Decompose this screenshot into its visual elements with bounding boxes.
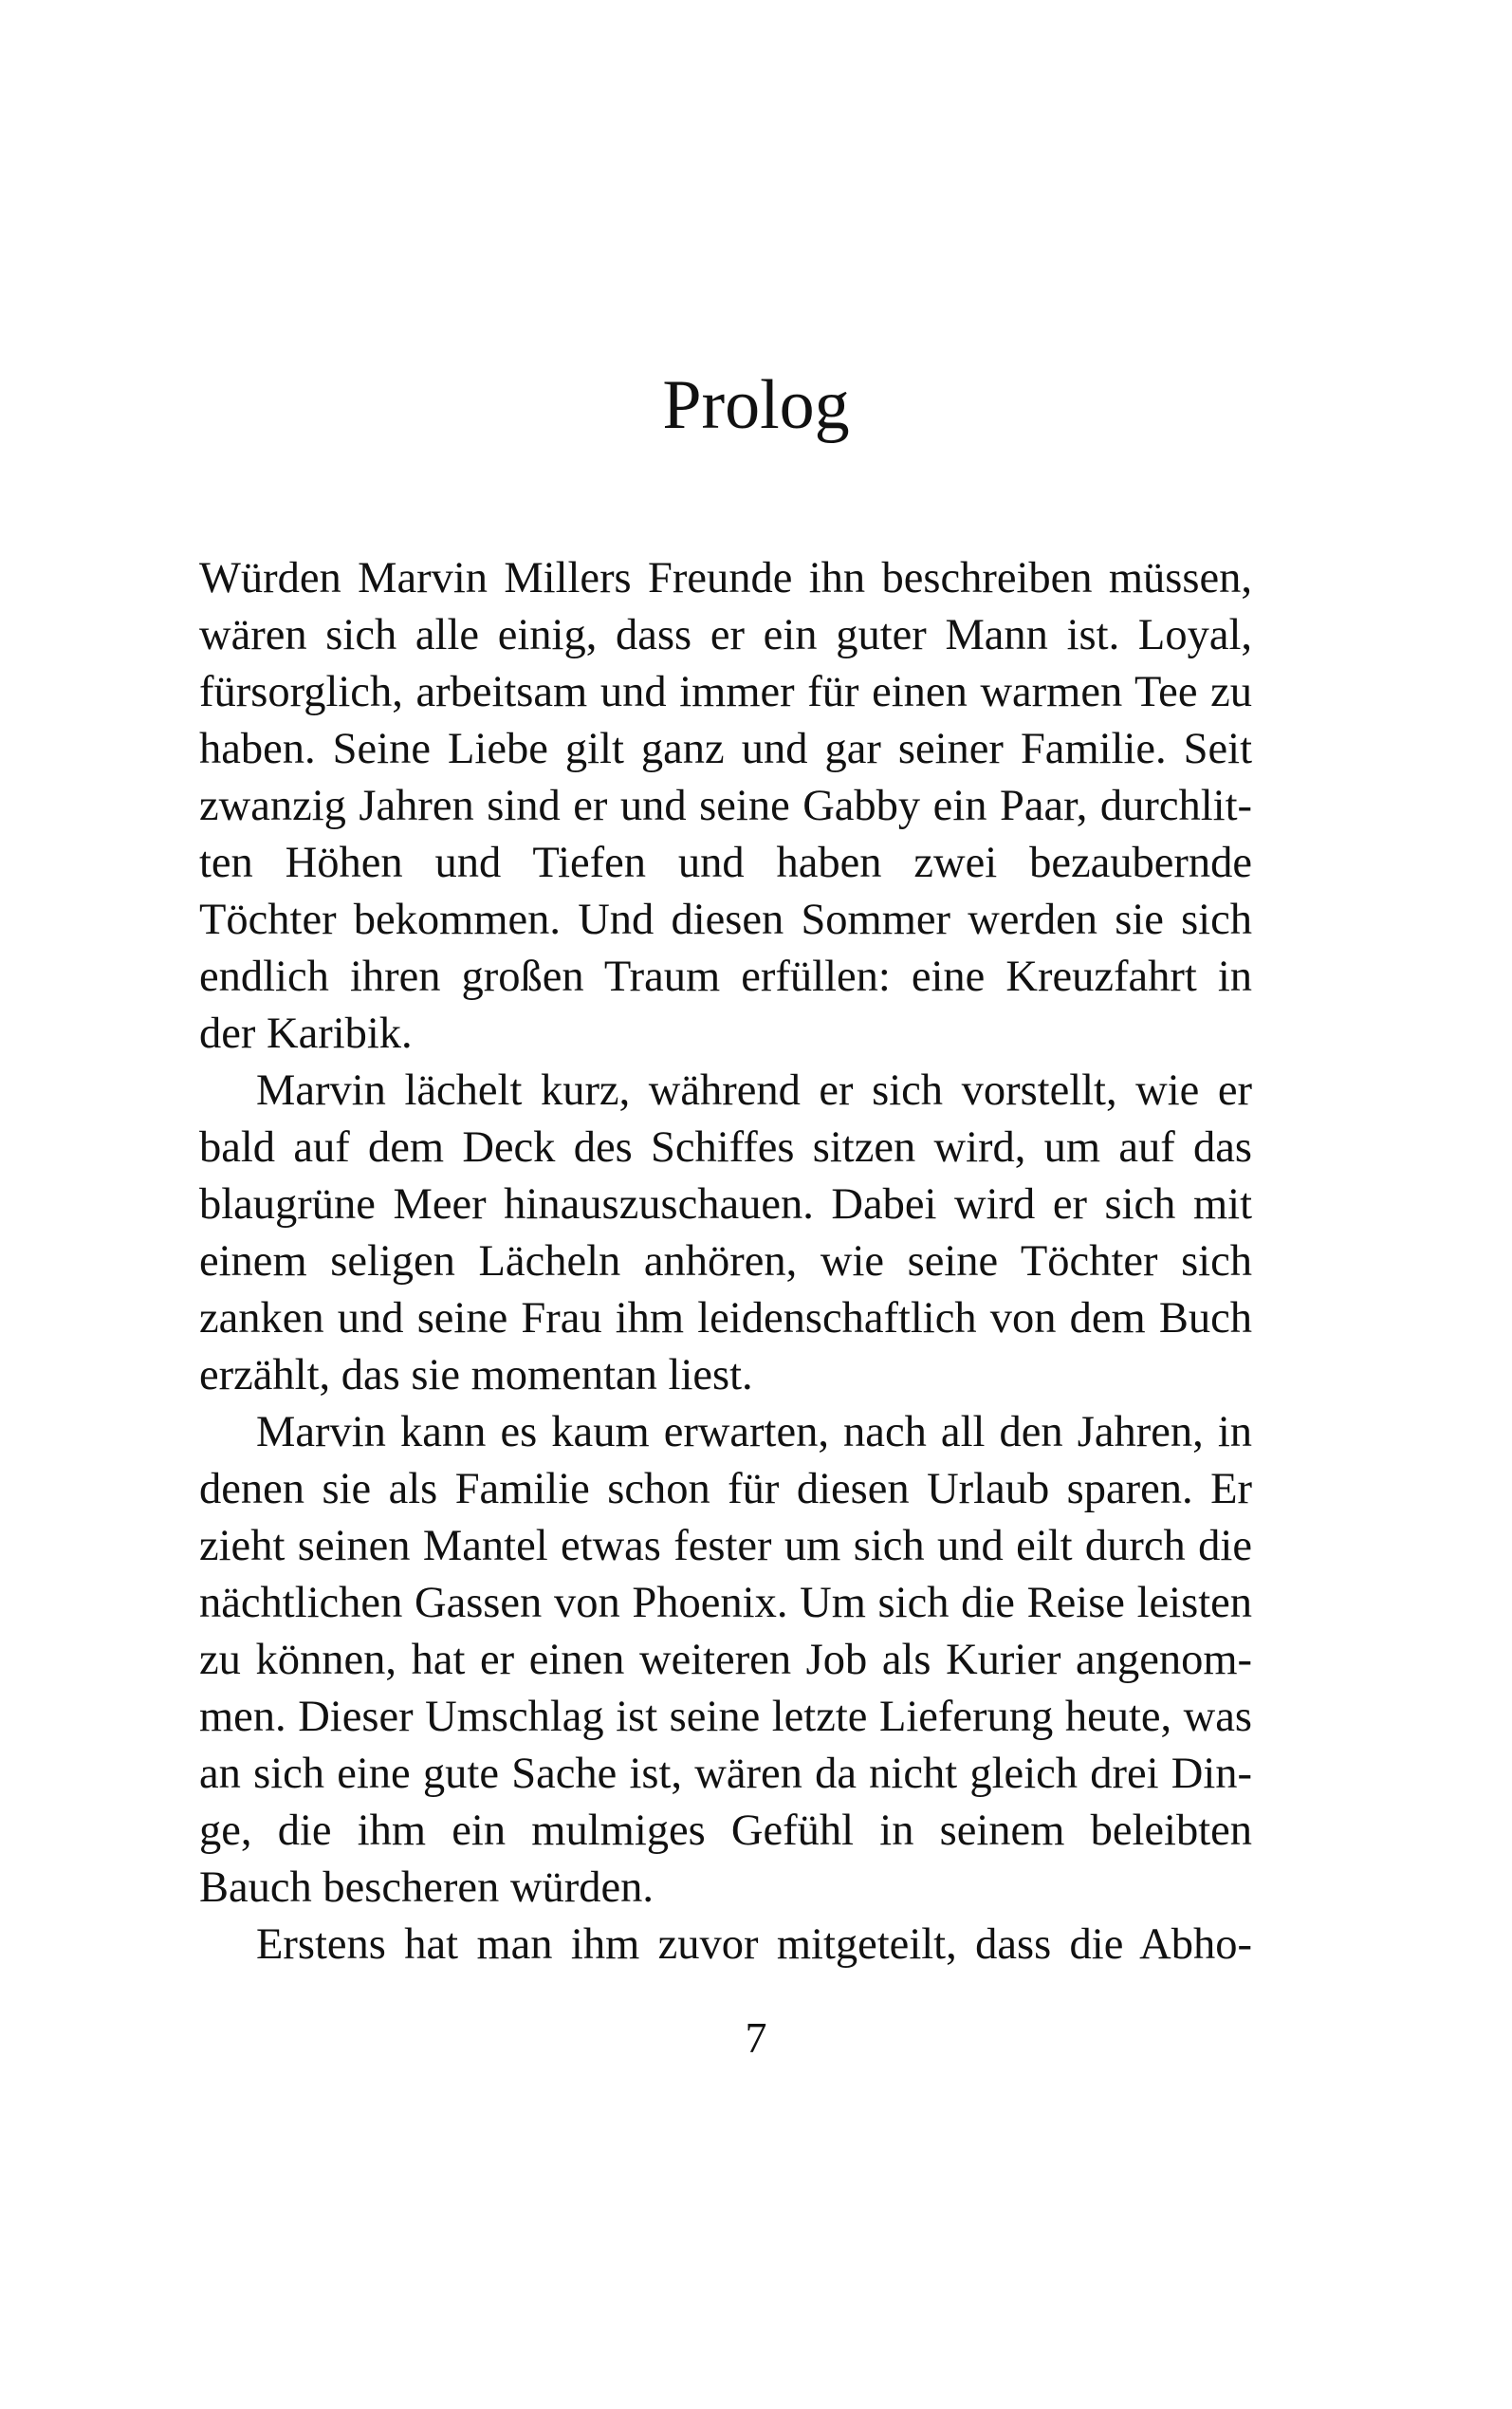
- text-line: Bauch bescheren würden.: [199, 1863, 655, 1912]
- text-line: ge, die ihm ein mulmiges Gefühl in seinem beleibten: [199, 1807, 1252, 1855]
- text-line: Würden Marvin Millers Freunde ihn beschreiben müssen,: [199, 554, 1252, 602]
- text-line: zieht seinen Mantel etwas fester um sich und eilt durch die: [199, 1522, 1252, 1570]
- chapter-title: Prolog: [662, 366, 850, 444]
- text-line: bald auf dem Deck des Schiffes sitzen wird, um auf das: [199, 1123, 1252, 1172]
- text-line: zwanzig Jahren sind er und seine Gabby ein Paar, durchlit-: [199, 782, 1252, 830]
- text-line: Marvin kann es kaum erwarten, nach all den Jahren, in: [256, 1408, 1252, 1456]
- text-line: zu können, hat er einen weiteren Job als Kurier angenom-: [199, 1636, 1252, 1684]
- text-line: der Karibik.: [199, 1010, 413, 1058]
- text-line: men. Dieser Umschlag ist seine letzte Lieferung heute, was: [199, 1693, 1252, 1741]
- text-line: einem seligen Lächeln anhören, wie seine Töchter sich: [199, 1237, 1252, 1286]
- text-line: erzählt, das sie momentan liest.: [199, 1351, 753, 1399]
- text-line: Töchter bekommen. Und diesen Sommer werden sie sich: [199, 896, 1252, 944]
- text-line: an sich eine gute Sache ist, wären da nicht gleich drei Din-: [199, 1750, 1252, 1798]
- page-number: 7: [745, 2013, 767, 2062]
- text-line: zanken und seine Frau ihm leidenschaftlich von dem Buch: [199, 1294, 1252, 1343]
- text-line: Marvin lächelt kurz, während er sich vorstellt, wie er: [256, 1066, 1252, 1115]
- text-line: wären sich alle einig, dass er ein guter Mann ist. Loyal,: [199, 611, 1252, 659]
- text-line: Erstens hat man ihm zuvor mitgeteilt, dass die Abho-: [256, 1920, 1252, 1969]
- text-line: fürsorglich, arbeitsam und immer für einen warmen Tee zu: [199, 668, 1252, 716]
- text-line: denen sie als Familie schon für diesen Urlaub sparen. Er: [199, 1465, 1252, 1513]
- text-line: endlich ihren großen Traum erfüllen: eine Kreuzfahrt in: [199, 953, 1252, 1001]
- body-text: [199, 550, 1252, 1974]
- text-line: ten Höhen und Tiefen und haben zwei bezaubernde: [199, 839, 1252, 887]
- text-line: nächtlichen Gassen von Phoenix. Um sich die Reise leisten: [199, 1579, 1252, 1627]
- text-line: blaugrüne Meer hinauszuschauen. Dabei wird er sich mit: [199, 1180, 1252, 1229]
- text-line: haben. Seine Liebe gilt ganz und gar seiner Familie. Seit: [199, 725, 1252, 773]
